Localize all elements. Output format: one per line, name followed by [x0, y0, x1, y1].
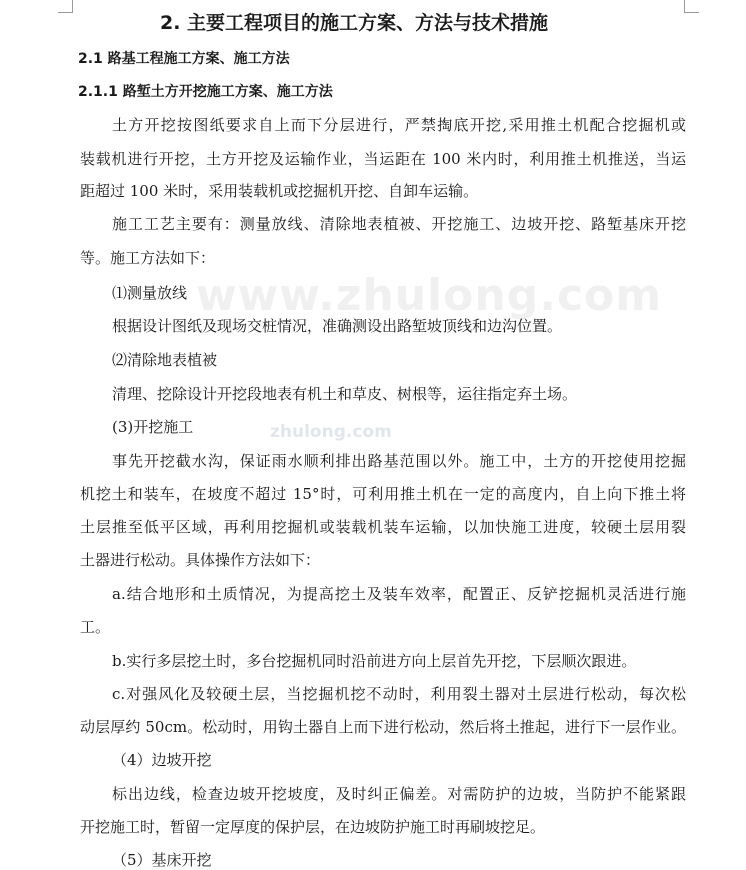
body-line: 土方开挖按图纸要求自上而下分层进行，严禁掏底开挖,采用推土机配合挖掘机或	[112, 116, 686, 134]
body-line: 土层推至低平区域，再利用挖掘机或装载机装车运输，以加快施工进度，较硬土层用裂	[80, 518, 686, 536]
body-line: c.对强风化及较硬土层，当挖掘机挖不动时，利用裂土器对土层进行松动，每次松	[112, 685, 686, 703]
body-line: 装载机进行开挖，土方开挖及运输作业，当运距在 100 米内时，利用推土机推送，当运	[80, 150, 686, 168]
body-line: 标出边线，检查边坡开挖坡度，及时纠正偏差。对需防护的边坡，当防护不能紧跟	[112, 785, 686, 803]
body-line: 距超过 100 米时，采用装载机或挖掘机开挖、自卸车运输。	[80, 182, 479, 200]
list-heading: (3)开挖施工	[112, 418, 194, 436]
body-line: 根据设计图纸及现场交桩情况，准确测设出路堑坡顶线和边沟位置。	[112, 317, 563, 335]
body-line: 土器进行松动。具体操作方法如下：	[80, 551, 321, 569]
heading-2: 2.1 路基工程施工方案、施工方法	[78, 51, 290, 67]
list-heading: （5）基床开挖	[112, 851, 212, 869]
watermark-secondary: zhulong.com	[270, 422, 392, 442]
body-line: 施工工艺主要有：测量放线、清除地表植被、开挖施工、边坡开挖、路堑基床开挖	[112, 215, 686, 233]
crop-mark-top-right	[684, 0, 699, 13]
body-line: 开挖施工时，暂留一定厚度的保护层，在边坡防护施工时再刷坡挖足。	[80, 818, 546, 836]
heading-1: 2. 主要工程项目的施工方案、方法与技术措施	[160, 12, 549, 34]
body-line: b.实行多层挖土时，多台挖掘机同时沿前进方向上层首先开挖，下层顺次跟进。	[112, 652, 637, 670]
body-line: 工。	[80, 618, 111, 636]
body-line: 机挖土和装车，在坡度不超过 15°时，可利用推土机在一定的高度内，自上向下推土将	[80, 485, 686, 503]
heading-3: 2.1.1 路堑土方开挖施工方案、施工方法	[78, 84, 333, 100]
watermark-primary: www.zhulong.com	[196, 270, 663, 321]
body-line: 动层厚约 50cm。松动时，用钩土器自上而下进行松动，然后将土推起，进行下一层作业。	[80, 718, 686, 736]
body-line: 清理、挖除设计开挖段地表有机土和草皮、树根等，运往指定弃土场。	[112, 385, 578, 403]
list-heading: （4）边坡开挖	[112, 751, 212, 769]
crop-mark-top-left	[58, 0, 73, 13]
body-line: a.结合地形和土质情况，为提高挖土及装车效率，配置正、反铲挖掘机灵活进行施	[112, 585, 686, 603]
list-heading: ⑵清除地表植被	[112, 351, 218, 369]
body-line: 等。施工方法如下：	[80, 249, 216, 267]
body-line: 事先开挖截水沟，保证雨水顺利排出路基范围以外。施工中，土方的开挖使用挖掘	[112, 452, 686, 470]
list-heading: ⑴测量放线	[112, 284, 188, 302]
